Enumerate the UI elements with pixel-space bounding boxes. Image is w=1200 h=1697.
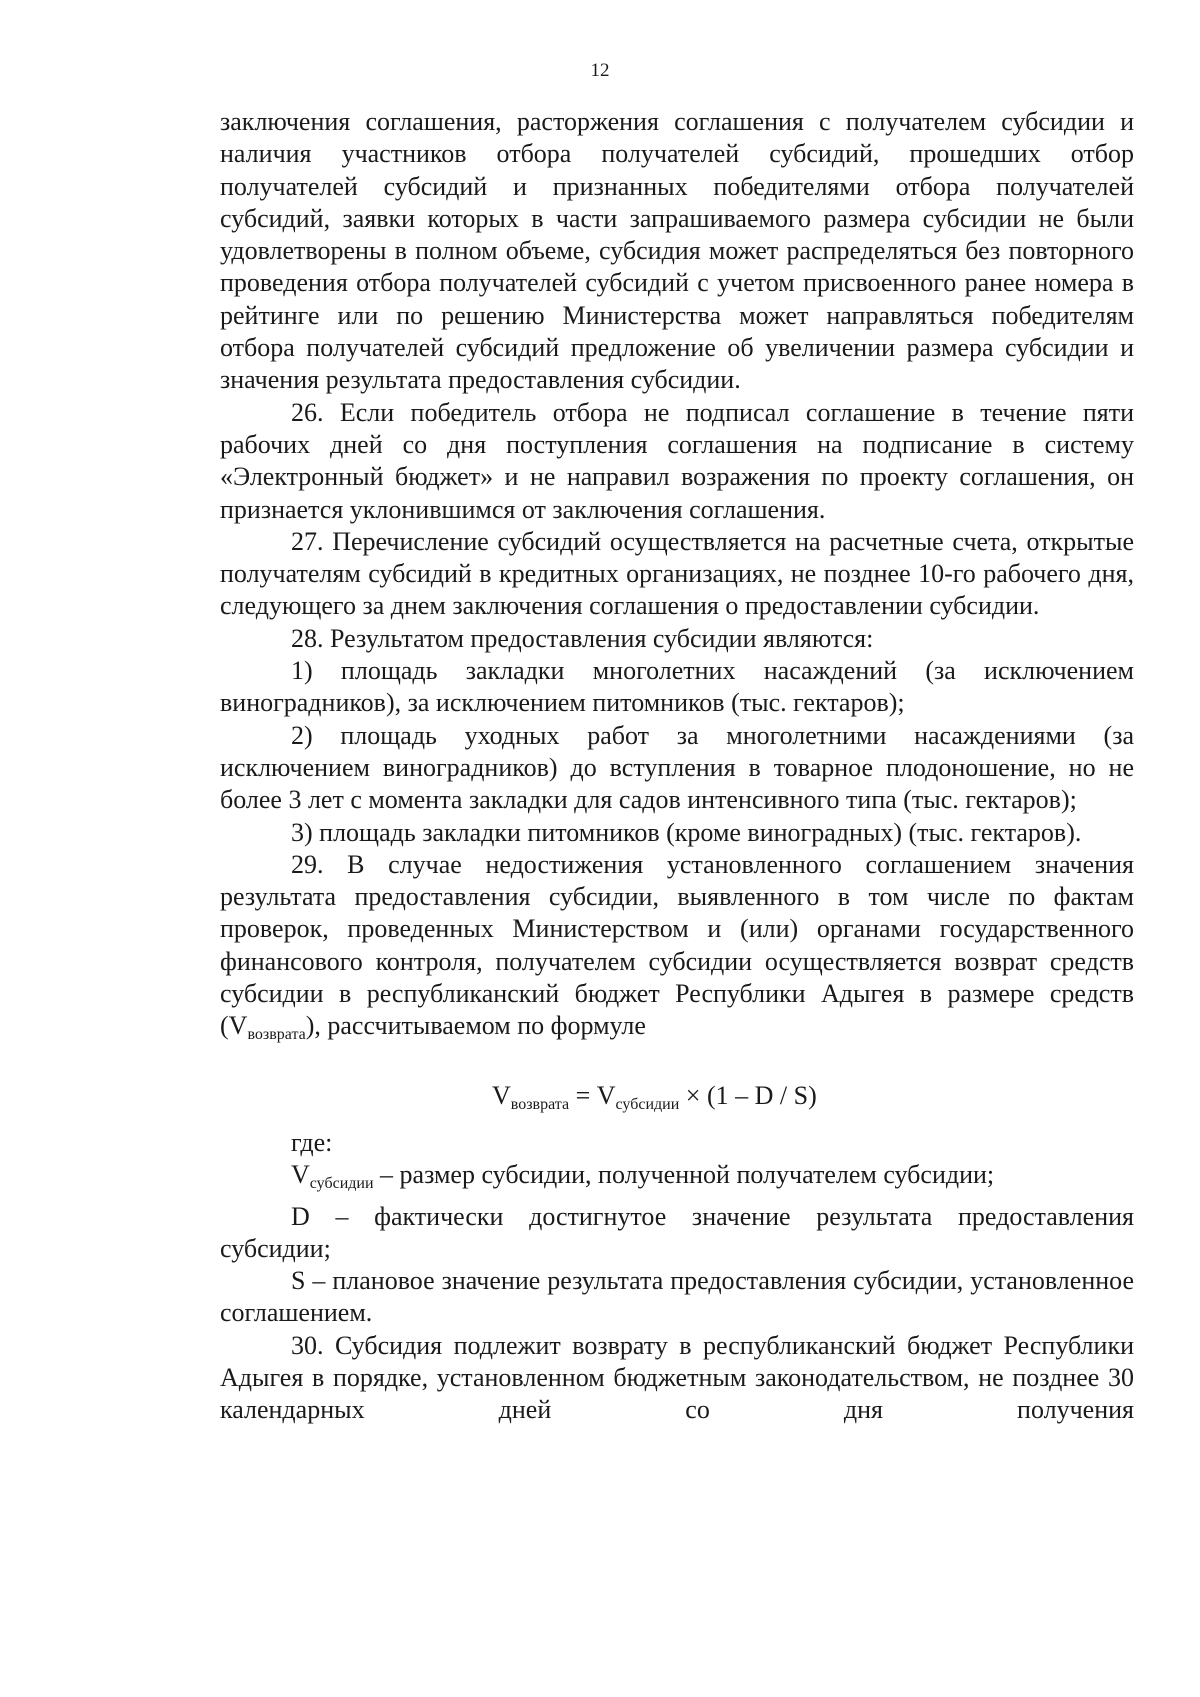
paragraph-27: 27. Перечисление субсидий осуществляется на расчетные счета, открытые получателям субсидий в кредитных организациях, не позднее 10-го рабочего дня, следующего за днем заключения соглашения о предоставлении субсидии. [220, 526, 1134, 621]
paragraph-29 [220, 849, 1134, 1052]
where-label: где: [291, 1127, 333, 1157]
document-body [220, 106, 1134, 1427]
formula-sub-subsidy: субсидии [615, 1095, 680, 1113]
paragraph-28-item-3: 3) площадь закладки питомников (кроме виноградных) (тыс. гектаров). [291, 817, 1082, 847]
definition-s: S – плановое значение результата предоставления субсидии, установленное соглашением. [220, 1266, 1134, 1328]
paragraph-30: 30. Субсидия подлежит возврату в республиканский бюджет Республики Адыгея в порядке, установленном бюджетным законодательством, не позднее 30 календарных дней со дня получения [220, 1330, 1134, 1425]
paragraph-29-subscript: возврата [247, 1026, 306, 1044]
formula-eq-v: = V [569, 1080, 616, 1110]
paragraph-28-item-1: 1) площадь закладки многолетних насаждений (за исключением виноградников), за исключением питомников (тыс. гектаров); [220, 656, 1134, 718]
formula-v-return: V [492, 1080, 511, 1110]
def-v-text: – размер субсидии, полученной получателем субсидии; [373, 1160, 995, 1190]
page-number: 12 [590, 60, 610, 81]
formula-rest: × (1 – D / S) [679, 1080, 817, 1110]
paragraph-28-item-2: 2) площадь уходных работ за многолетними насаждениями (за исключением виноградников) до вступления в товарное плодоношение, но не более 3 лет с момента закладки для садов интенсивного типа (тыс. гектаров); [220, 720, 1134, 815]
definition-v-subsidy [220, 1159, 1134, 1200]
paragraph-29-text-a: 29. В случае недостижения установленного соглашением значения результата предоставления субсидии, выявленного в том числе по фактам проверок, проведенных Министерством и (или) органами государственного финансового контроля, получателем субсидии осуществляется возврат средств субсидии в республиканский бюджет Республики Адыгея в размере средств (V [220, 849, 1134, 1041]
paragraph-26: 26. Если победитель отбора не подписал соглашение в течение пяти рабочих дней со дня поступления соглашения на подписание в систему «Электронный бюджет» и не направил возражения по проекту соглашения, он признается уклонившимся от заключения соглашения. [220, 397, 1134, 524]
def-v-letter: V [291, 1160, 310, 1190]
return-formula [220, 1080, 1134, 1121]
formula-sub-return: возврата [510, 1095, 570, 1113]
paragraph-continuation: заключения соглашения, расторжения соглашения с получателем субсидии и наличия участников отбора получателей субсидий, прошедших отбор получателей субсидий и признанных победителями отбора получателей субсидий, заявки которых в части запрашиваемого размера субсидии не были удовлетворены в полном объеме, субсидия может распределяться без повторного проведения отбора получателей субсидий с учетом присвоенного ранее номера в рейтинге или по решению Министерства может направляться победителям отбора получателей субсидий предложение об увеличении размера субсидии и значения результата предоставления субсидии. [220, 107, 1134, 395]
paragraph-28: 28. Результатом предоставления субсидии являются: [291, 623, 874, 653]
def-v-subscript: субсидии [309, 1175, 374, 1193]
definition-d: D – фактически достигнутое значение результата предоставления субсидии; [220, 1201, 1134, 1263]
paragraph-29-text-b: ), рассчитываемом по формуле [305, 1011, 646, 1041]
